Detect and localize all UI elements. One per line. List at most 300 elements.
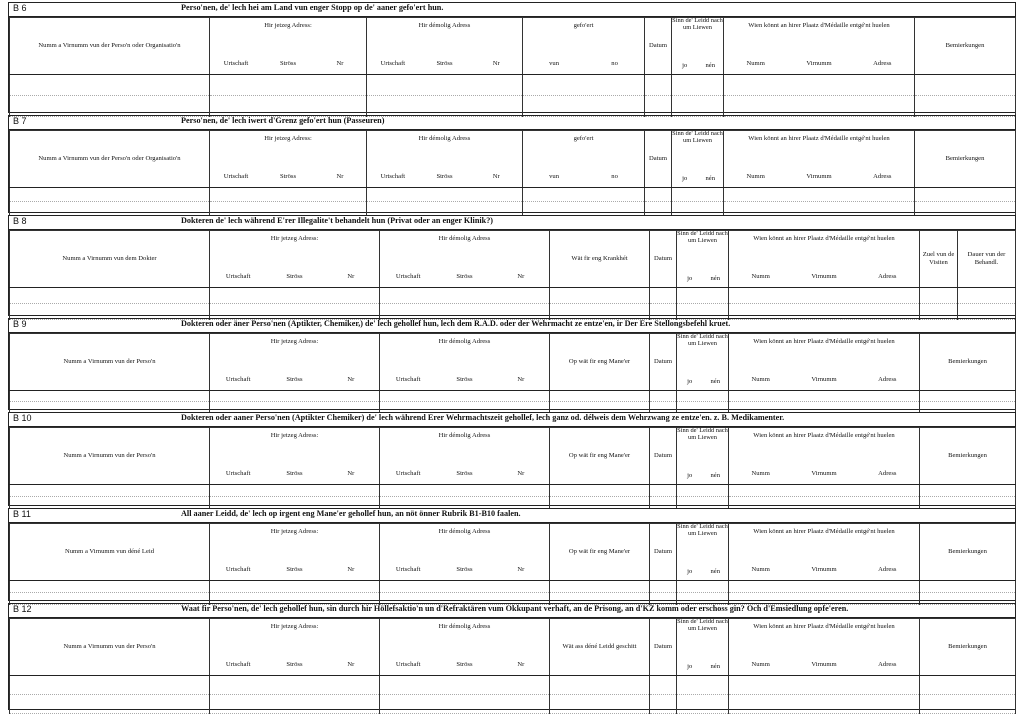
entry-cell[interactable]	[550, 581, 650, 593]
sinn-header	[672, 131, 724, 188]
medal-recipient-header	[729, 231, 920, 288]
urtschaft-label: Urtschaft	[395, 470, 421, 478]
hir_demolig-label: Hir démolig Adress	[438, 623, 491, 630]
section-title: Waat fir Perso'nen, de' lech gehollef hun, sin durch hir Höllefsaktio'n un d'Refraktären vum Okkupant verhaft, an de Prisong, an d'KZ komm oder erschoss gin? Och d'Emsiedlung opfe'eren.	[181, 604, 849, 613]
entry-cell[interactable]	[10, 202, 210, 216]
name-column-header	[10, 428, 210, 485]
sinn-header	[677, 428, 729, 485]
jo-label: jo	[687, 472, 693, 480]
bemierkungen-label: Bemierkungen	[948, 548, 987, 556]
hir_demolig-label: Hir démolig Adress	[418, 22, 471, 29]
entry-cell[interactable]	[380, 581, 550, 593]
section-b8	[8, 215, 1016, 316]
stross-label: Ströss	[436, 60, 453, 68]
entry-cell[interactable]	[10, 288, 210, 304]
datum-header	[650, 619, 677, 676]
bemierkungen-label: Bemierkungen	[945, 42, 985, 50]
datum-label: Datum	[654, 643, 672, 651]
nr-label: Nr	[347, 661, 355, 669]
section-code: B 9	[13, 319, 27, 329]
entry-cell[interactable]	[920, 391, 1016, 402]
virnumm-label: Virnumm	[811, 273, 837, 281]
hir_demolig-label: Hir démolig Adress	[438, 432, 491, 439]
medal-recipient-header	[729, 619, 920, 676]
section-code: B 6	[13, 3, 27, 13]
wien-label: Wien könnt an hirer Plaatz d'Médaille entgé'nt huelen	[753, 235, 895, 242]
urtschaft-label: Urtschaft	[395, 376, 421, 384]
nr-label: Nr	[336, 173, 344, 181]
urtschaft-label: Urtschaft	[395, 661, 421, 669]
section-code: B 12	[13, 604, 32, 614]
entry-cell[interactable]	[920, 485, 1016, 497]
nen-label: nén	[710, 378, 721, 386]
entry-cell[interactable]	[10, 485, 210, 497]
entry-cell[interactable]	[380, 288, 550, 304]
entry-cell[interactable]	[210, 485, 380, 497]
entry-cell[interactable]	[380, 485, 550, 497]
section-title: All aaner Leidd, de' lech op irgent eng Mane'er gehollef hun, an nöt önner Rubrik B1-B10 faalen.	[181, 509, 521, 518]
datum-label: Datum	[654, 548, 672, 556]
hir_jetzeg-label: Hir jetzeg Adress:	[264, 22, 312, 29]
virnumm-label: Virnumm	[811, 376, 837, 384]
entry-cell[interactable]	[672, 202, 724, 216]
section-b12	[8, 603, 1016, 710]
former-address-header	[380, 231, 550, 288]
entry-cell[interactable]	[677, 391, 729, 402]
section-header	[9, 116, 1015, 130]
mid-column-header: Op wät fir eng Mane'er	[568, 452, 631, 460]
entry-cell[interactable]	[380, 497, 550, 509]
entry-cell[interactable]	[367, 96, 523, 117]
jo-label: jo	[682, 175, 688, 183]
section-header	[9, 3, 1015, 17]
wien-label: Wien könnt an hirer Plaatz d'Médaille entgé'nt huelen	[753, 528, 895, 535]
detail-column-header	[550, 428, 650, 485]
vun-label: vun	[549, 173, 560, 181]
nr-label: Nr	[517, 661, 525, 669]
adress-label: Adress	[878, 470, 897, 478]
hir_jetzeg-label: Hir jetzeg Adress:	[270, 235, 319, 242]
first-column-header: Numm a Virnumm vun der Perso'n	[63, 358, 156, 366]
bemierkungen-label: Bemierkungen	[945, 155, 985, 163]
jo-label: jo	[687, 275, 693, 283]
nen-label: nén	[705, 62, 716, 70]
numm-label: Numm	[746, 60, 765, 68]
entry-cell[interactable]	[724, 202, 915, 216]
detail-column-header	[550, 619, 650, 676]
adress-label: Adress	[873, 60, 892, 68]
current-address-header	[210, 334, 380, 391]
entry-cell[interactable]	[210, 676, 380, 695]
entry-cell[interactable]	[550, 676, 650, 695]
entry-cell[interactable]	[210, 581, 380, 593]
remarks-header	[920, 334, 1016, 391]
datum-header	[645, 131, 672, 188]
hir_demolig-label: Hir démolig Adress	[418, 135, 471, 142]
entry-cell[interactable]	[729, 402, 920, 413]
first-column-header: Numm a Virnumm vun der Perso'n	[63, 643, 156, 651]
stross-label: Ströss	[279, 60, 297, 68]
first-column-header: Numm a Virnumm vun der Perso'n	[63, 452, 156, 460]
entry-row	[10, 391, 1016, 402]
former-address-header	[380, 334, 550, 391]
stross-label: Ströss	[456, 470, 473, 478]
datum-header	[645, 18, 672, 75]
jo-label: jo	[687, 378, 693, 386]
entry-row	[10, 497, 1016, 509]
entry-cell[interactable]	[367, 202, 523, 216]
stross-label: Ströss	[286, 376, 303, 384]
entry-cell[interactable]	[915, 188, 1016, 202]
entry-cell[interactable]	[10, 75, 210, 96]
entry-cell[interactable]	[677, 695, 729, 714]
remarks-header	[915, 18, 1016, 75]
section-table	[9, 523, 1016, 605]
former-address-header	[380, 619, 550, 676]
entry-cell[interactable]	[10, 391, 210, 402]
entry-cell[interactable]	[729, 695, 920, 714]
entry-cell[interactable]	[915, 75, 1016, 96]
urtschaft-label: Urtschaft	[225, 376, 251, 384]
wien-label: Wien könnt an hirer Plaatz d'Médaille entgé'nt huelen	[748, 135, 890, 142]
former-address-header	[367, 18, 523, 75]
entry-cell[interactable]	[380, 391, 550, 402]
entry-cell[interactable]	[380, 676, 550, 695]
sinn-label: Sinn de' Leidd nach um Liewen	[677, 427, 728, 441]
gefoert-label: gefo'ert	[573, 135, 594, 142]
entry-cell[interactable]	[550, 288, 650, 304]
section-title: Dokteren de' lech während E'rer Illegalite't behandelt hun (Privat oder an enger Klinik?)	[181, 216, 494, 225]
entry-cell[interactable]	[10, 695, 210, 714]
sinn-header	[672, 18, 724, 75]
former-address-header	[367, 131, 523, 188]
zuel-label: Zuel vun de Visiten	[922, 251, 955, 266]
hir_jetzeg-label: Hir jetzeg Adress:	[270, 432, 319, 439]
entry-cell[interactable]	[523, 96, 645, 117]
current-address-header	[210, 231, 380, 288]
nen-label: nén	[710, 568, 721, 576]
remarks-header	[920, 524, 1016, 581]
hir_jetzeg-label: Hir jetzeg Adress:	[270, 528, 319, 535]
bemierkungen-label: Bemierkungen	[948, 643, 987, 651]
virnumm-label: Virnumm	[811, 470, 837, 478]
detail-column-header	[550, 334, 650, 391]
section-title: Perso'nen, de' lech iwert d'Grenz gefo'ert hun (Passeuren)	[181, 116, 385, 125]
entry-cell[interactable]	[650, 391, 677, 402]
section-header	[9, 413, 1015, 427]
entry-cell[interactable]	[210, 695, 380, 714]
current-address-header	[210, 524, 380, 581]
numm-label: Numm	[751, 661, 770, 669]
wien-label: Wien könnt an hirer Plaatz d'Médaille entgé'nt huelen	[753, 623, 895, 630]
bemierkungen-label: Bemierkungen	[948, 358, 987, 366]
entry-cell[interactable]	[550, 402, 650, 413]
stross-label: Ströss	[456, 273, 473, 281]
entry-cell[interactable]	[645, 96, 672, 117]
entry-cell[interactable]	[523, 188, 645, 202]
entry-cell[interactable]	[210, 188, 367, 202]
entry-cell[interactable]	[650, 497, 677, 509]
entry-cell[interactable]	[729, 497, 920, 509]
entry-cell[interactable]	[729, 391, 920, 402]
entry-cell[interactable]	[645, 202, 672, 216]
entry-cell[interactable]	[729, 288, 920, 304]
mid-column-header: Wät ass déné Leidd geschitt	[562, 643, 637, 651]
nr-label: Nr	[517, 470, 525, 478]
adress-label: Adress	[873, 173, 892, 181]
entry-cell[interactable]	[10, 581, 210, 593]
entry-cell[interactable]	[210, 402, 380, 413]
urtschaft-label: Urtschaft	[223, 173, 249, 181]
stross-label: Ströss	[456, 661, 473, 669]
entry-cell[interactable]	[523, 75, 645, 96]
entry-row	[10, 402, 1016, 413]
entry-cell[interactable]	[677, 676, 729, 695]
virnumm-label: Virnumm	[811, 661, 837, 669]
stross-label: Ströss	[286, 661, 303, 669]
sinn-label: Sinn de' Leidd nach um Liewen	[677, 618, 728, 632]
entry-row	[10, 676, 1016, 695]
sinn-header	[677, 231, 729, 288]
sinn-label: Sinn de' Leidd nach um Liewen	[677, 230, 728, 244]
section-code: B 8	[13, 216, 27, 226]
bemierkungen-label: Bemierkungen	[948, 452, 987, 460]
stross-label: Ströss	[279, 173, 297, 181]
entry-cell[interactable]	[210, 96, 367, 117]
section-table	[9, 130, 1016, 216]
virnumm-label: Virnumm	[811, 566, 837, 574]
entry-cell[interactable]	[915, 96, 1016, 117]
section-header	[9, 604, 1015, 618]
entry-cell[interactable]	[380, 695, 550, 714]
entry-cell[interactable]	[724, 188, 915, 202]
current-address-header	[210, 428, 380, 485]
entry-cell[interactable]	[550, 497, 650, 509]
first-column-header: Numm a Virnumm vun dem Dokter	[62, 255, 157, 263]
entry-cell[interactable]	[677, 402, 729, 413]
numm-label: Numm	[746, 173, 765, 181]
mid-column-header: Op wät fir eng Mane'er	[568, 548, 631, 556]
entry-cell[interactable]	[672, 75, 724, 96]
hir_jetzeg-label: Hir jetzeg Adress:	[264, 135, 312, 142]
entry-cell[interactable]	[10, 188, 210, 202]
entry-cell[interactable]	[724, 96, 915, 117]
name-column-header	[10, 231, 210, 288]
nen-label: nén	[710, 275, 721, 283]
entry-cell[interactable]	[958, 288, 1016, 304]
entry-cell[interactable]	[650, 288, 677, 304]
current-address-header	[210, 18, 367, 75]
entry-cell[interactable]	[650, 485, 677, 497]
datum-label: Datum	[649, 42, 667, 50]
urtschaft-label: Urtschaft	[225, 566, 251, 574]
entry-cell[interactable]	[672, 96, 724, 117]
mid-column-header: Wät fir eng Krankhét	[571, 255, 628, 263]
nr-label: Nr	[492, 173, 500, 181]
entry-row	[10, 188, 1016, 202]
nr-label: Nr	[347, 566, 355, 574]
sinn-label: Sinn de' Leidd nach um Liewen	[677, 333, 728, 347]
medal-recipient-header	[724, 131, 915, 188]
name-column-header	[10, 524, 210, 581]
section-header	[9, 509, 1015, 523]
stross-label: Ströss	[286, 470, 303, 478]
former-address-header	[380, 524, 550, 581]
first-column-header: Numm a Virnumm vun der Perso'n oder Organisatio'n	[38, 155, 181, 163]
section-b7	[8, 115, 1016, 213]
entry-cell[interactable]	[920, 695, 1016, 714]
section-code: B 10	[13, 413, 32, 423]
sinn-header	[677, 524, 729, 581]
section-b9	[8, 318, 1016, 410]
wien-label: Wien könnt an hirer Plaatz d'Médaille entgé'nt huelen	[753, 338, 895, 345]
former-address-header	[380, 428, 550, 485]
entry-cell[interactable]	[729, 676, 920, 695]
numm-label: Numm	[751, 273, 770, 281]
entry-cell[interactable]	[920, 676, 1016, 695]
numm-label: Numm	[751, 376, 770, 384]
entry-cell[interactable]	[650, 581, 677, 593]
sinn-header	[677, 619, 729, 676]
medal-recipient-header	[729, 524, 920, 581]
datum-header	[650, 231, 677, 288]
entry-cell[interactable]	[550, 391, 650, 402]
adress-label: Adress	[878, 376, 897, 384]
adress-label: Adress	[878, 566, 897, 574]
section-header	[9, 216, 1015, 230]
entry-cell[interactable]	[210, 391, 380, 402]
gefoert-label: gefo'ert	[573, 22, 594, 29]
remarks-header	[920, 619, 1016, 676]
nr-label: Nr	[517, 566, 525, 574]
entry-cell[interactable]	[10, 497, 210, 509]
entry-cell[interactable]	[920, 402, 1016, 413]
entry-cell[interactable]	[10, 676, 210, 695]
entry-cell[interactable]	[650, 676, 677, 695]
entry-cell[interactable]	[367, 188, 523, 202]
entry-cell[interactable]	[523, 202, 645, 216]
section-title: Dokteren oder aaner Perso'nen (Aptikter Chemiker) de' lech während Erer Wehrmachtszeit gehollef, lech ganz od. délweis dem Wehrzwang ze entze'en. z. B. Medikamenter.	[181, 413, 785, 422]
virnumm-label: Virnumm	[806, 173, 832, 181]
hir_demolig-label: Hir démolig Adress	[438, 528, 491, 535]
section-code: B 11	[13, 509, 31, 519]
stross-label: Ströss	[456, 376, 473, 384]
datum-header	[650, 334, 677, 391]
section-table	[9, 333, 1016, 413]
entry-cell[interactable]	[729, 485, 920, 497]
entry-cell[interactable]	[210, 497, 380, 509]
entry-cell[interactable]	[915, 202, 1016, 216]
section-title: Dokteren oder äner Perso'nen (Aptikter, Chemiker,) de' lech gehollef hun, lech dem R.A.D. oder der Wehrmacht ze entze'en, ir Der Ere Stellongsbefehl kruet.	[181, 319, 731, 328]
entry-cell[interactable]	[210, 288, 380, 304]
medal-recipient-header	[729, 428, 920, 485]
first-column-header: Numm a Virnumm vun der Perso'n oder Organisatio'n	[38, 42, 181, 50]
entry-cell[interactable]	[210, 202, 367, 216]
entry-row	[10, 485, 1016, 497]
sinn-header	[677, 334, 729, 391]
entry-cell[interactable]	[10, 96, 210, 117]
entry-row	[10, 581, 1016, 593]
detail-column-header	[550, 231, 650, 288]
section-code: B 7	[13, 116, 27, 126]
entry-cell[interactable]	[550, 485, 650, 497]
urtschaft-label: Urtschaft	[380, 173, 406, 181]
entry-cell[interactable]	[677, 497, 729, 509]
section-b10	[8, 412, 1016, 506]
stross-label: Ströss	[286, 273, 303, 281]
entry-cell[interactable]	[920, 288, 958, 304]
entry-cell[interactable]	[645, 75, 672, 96]
wien-label: Wien könnt an hirer Plaatz d'Médaille entgé'nt huelen	[753, 432, 895, 439]
datum-label: Datum	[654, 358, 672, 366]
hir_jetzeg-label: Hir jetzeg Adress:	[270, 338, 319, 345]
urtschaft-label: Urtschaft	[395, 273, 421, 281]
stross-label: Ströss	[286, 566, 303, 574]
entry-cell[interactable]	[729, 581, 920, 593]
jo-label: jo	[682, 62, 688, 70]
entry-cell[interactable]	[672, 188, 724, 202]
current-address-header	[210, 619, 380, 676]
stross-label: Ströss	[456, 566, 473, 574]
entry-row	[10, 288, 1016, 304]
entry-cell[interactable]	[724, 75, 915, 96]
entry-cell[interactable]	[677, 581, 729, 593]
name-column-header	[10, 619, 210, 676]
entry-row	[10, 96, 1016, 117]
entry-cell[interactable]	[210, 75, 367, 96]
entry-row	[10, 75, 1016, 96]
datum-label: Datum	[654, 452, 672, 460]
urtschaft-label: Urtschaft	[223, 60, 249, 68]
entry-cell[interactable]	[550, 695, 650, 714]
nr-label: Nr	[517, 273, 525, 281]
section-table	[9, 230, 1016, 320]
entry-cell[interactable]	[677, 288, 729, 304]
jo-label: jo	[687, 568, 693, 576]
entry-cell[interactable]	[380, 402, 550, 413]
urtschaft-label: Urtschaft	[380, 60, 406, 68]
gefoert-header	[523, 131, 645, 188]
virnumm-label: Virnumm	[806, 60, 832, 68]
entry-cell[interactable]	[920, 581, 1016, 593]
entry-cell[interactable]	[677, 485, 729, 497]
nr-label: Nr	[517, 376, 525, 384]
entry-cell[interactable]	[645, 188, 672, 202]
entry-cell[interactable]	[367, 75, 523, 96]
gefoert-header	[523, 18, 645, 75]
section-title: Perso'nen, de' lech hei am Land vun enger Stopp op de' aaner gefo'ert hun.	[181, 3, 444, 12]
section-table	[9, 17, 1016, 117]
entry-cell[interactable]	[650, 695, 677, 714]
section-table	[9, 618, 1016, 714]
section-table	[9, 427, 1016, 509]
nr-label: Nr	[347, 470, 355, 478]
numm-label: Numm	[751, 566, 770, 574]
section-b6	[8, 2, 1016, 113]
no-label: no	[611, 60, 618, 68]
entry-cell[interactable]	[650, 402, 677, 413]
entry-cell[interactable]	[10, 402, 210, 413]
hir_jetzeg-label: Hir jetzeg Adress:	[270, 623, 319, 630]
urtschaft-label: Urtschaft	[225, 470, 251, 478]
medal-recipient-header	[729, 334, 920, 391]
hir_demolig-label: Hir démolig Adress	[438, 235, 491, 242]
datum-label: Datum	[649, 155, 667, 163]
detail-column-header	[550, 524, 650, 581]
duration-header	[958, 231, 1016, 288]
entry-cell[interactable]	[920, 497, 1016, 509]
current-address-header	[210, 131, 367, 188]
